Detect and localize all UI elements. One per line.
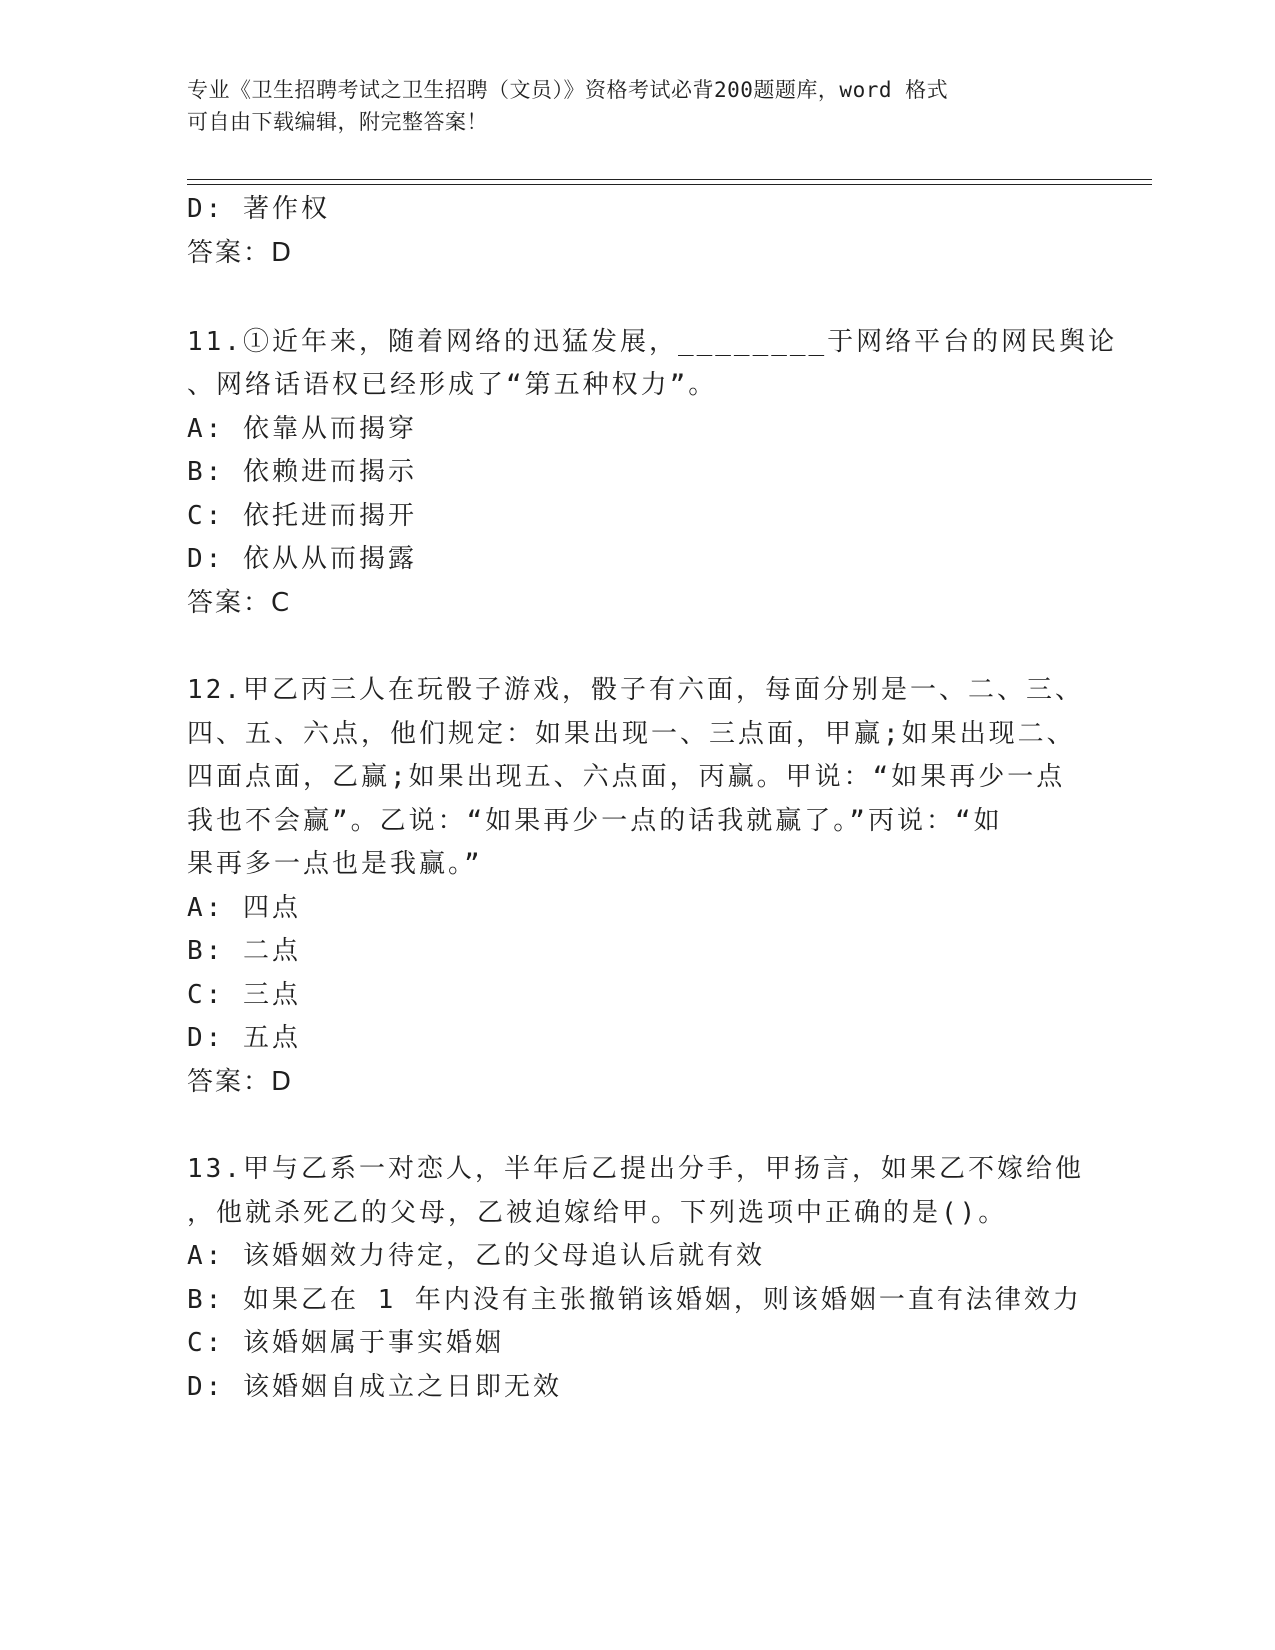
q13-stem-line-2: ，他就杀死乙的父母，乙被迫嫁给甲。下列选项中正确的是()。 xyxy=(187,1198,1008,1228)
q13-option-a: A: 该婚姻效力待定，乙的父母追认后就有效 xyxy=(187,1241,765,1271)
q12-stem-line-4: 我也不会赢”。乙说：“如果再少一点的话我就赢了。”丙说：“如 xyxy=(187,806,1003,836)
header-title-line-2: 可自由下载编辑，附完整答案！ xyxy=(187,110,488,134)
q11-option-a: A: 依靠从而揭穿 xyxy=(187,414,417,444)
q12-option-a: A: 四点 xyxy=(187,893,301,923)
q12-answer: 答案：D xyxy=(187,1067,294,1097)
q11-option-b: B: 依赖进而揭示 xyxy=(187,457,417,487)
page-header xyxy=(187,74,1067,138)
q12-stem-line-3: 四面点面，乙赢;如果出现五、六点面，丙赢。甲说：“如果再少一点 xyxy=(187,762,1066,792)
q12-stem-line-1: 12.甲乙丙三人在玩骰子游戏，骰子有六面，每面分别是一、二、三、 xyxy=(187,675,1084,705)
q11-stem-line-1: 11.①近年来，随着网络的迅猛发展，________于网络平台的网民舆论 xyxy=(187,327,1118,357)
q12-stem-line-2: 四、五、六点，他们规定：如果出现一、三点面，甲赢;如果出现二、 xyxy=(187,719,1076,749)
q13-stem-line-1: 13.甲与乙系一对恋人，半年后乙提出分手，甲扬言，如果乙不嫁给他 xyxy=(187,1154,1084,1184)
prev-option-d: D: 著作权 xyxy=(187,194,330,224)
q11-option-d: D: 依从从而揭露 xyxy=(187,544,417,574)
q11-stem-line-2: 、网络话语权已经形成了“第五种权力”。 xyxy=(187,370,718,400)
header-rule-bottom xyxy=(187,184,1152,185)
q12-option-c: C: 三点 xyxy=(187,980,301,1010)
q12-option-d: D: 五点 xyxy=(187,1023,301,1053)
header-title-line-1: 专业《卫生招聘考试之卫生招聘（文员）》资格考试必背200题题库，word 格式 xyxy=(187,78,949,102)
q11-option-c: C: 依托进而揭开 xyxy=(187,501,417,531)
q12-stem-line-5: 果再多一点也是我赢。” xyxy=(187,849,483,879)
q11-answer: 答案：C xyxy=(187,588,292,618)
q13-option-c: C: 该婚姻属于事实婚姻 xyxy=(187,1328,504,1358)
header-rule-top xyxy=(187,179,1152,180)
prev-answer: 答案：D xyxy=(187,238,294,268)
q12-option-b: B: 二点 xyxy=(187,936,301,966)
q13-option-b: B: 如果乙在 1 年内没有主张撤销该婚姻，则该婚姻一直有法律效力 xyxy=(187,1285,1082,1315)
q13-option-d: D: 该婚姻自成立之日即无效 xyxy=(187,1372,562,1402)
